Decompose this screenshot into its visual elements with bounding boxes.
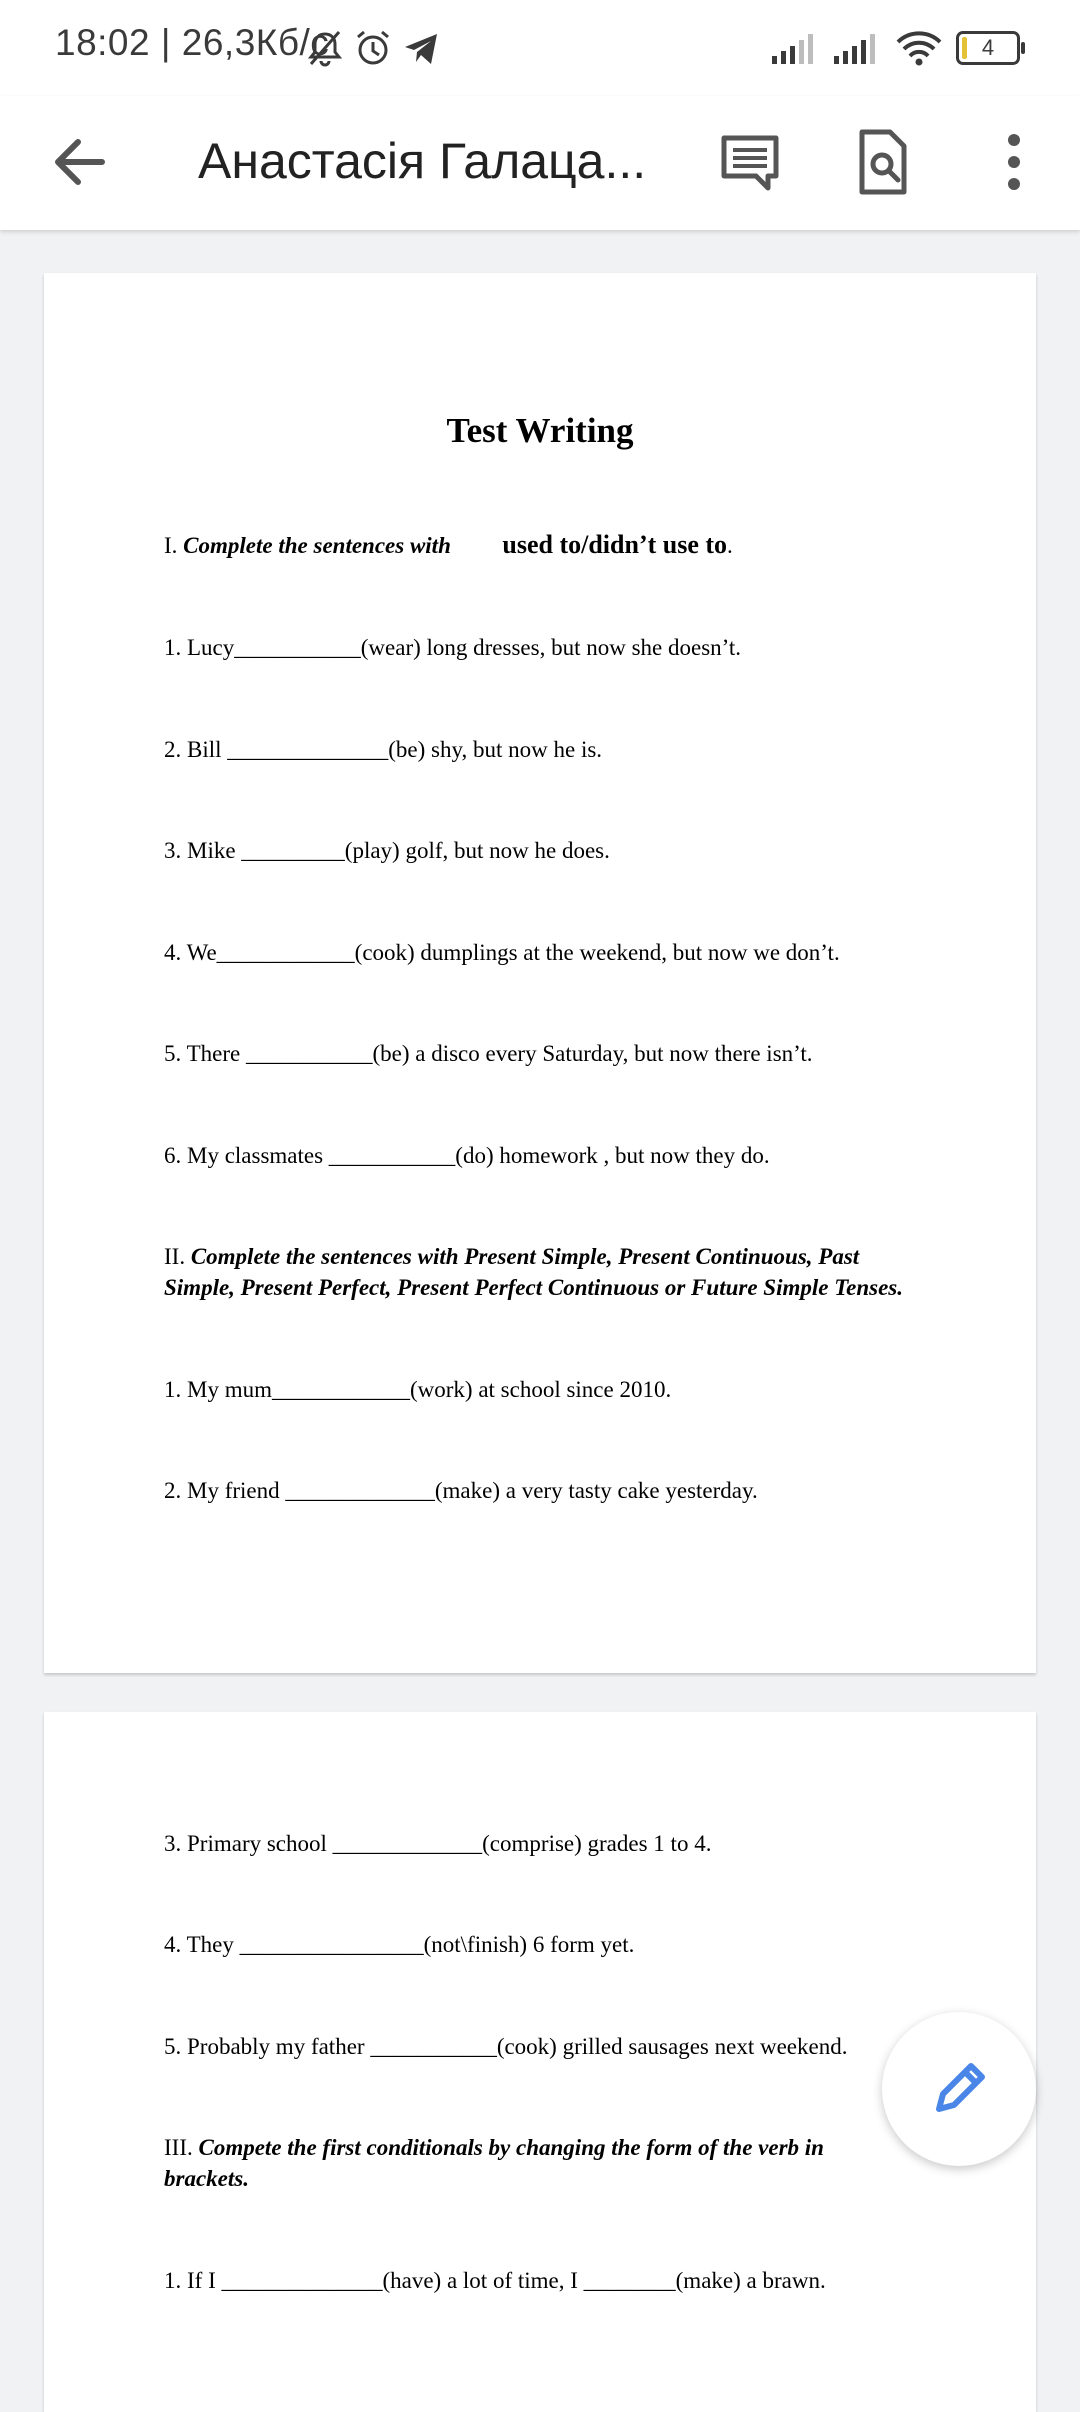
instruction-text: Complete the sentences with Present Simple, Present Continuous, Past: [190, 1244, 860, 1269]
signal-icon: [772, 32, 820, 64]
bell-off-icon: [305, 28, 345, 68]
section-number: I.: [164, 533, 178, 558]
comments-button[interactable]: [710, 122, 790, 202]
exercise-item: 3. Mike _________(play) golf, but now he does.: [164, 838, 610, 863]
document-page-1: [44, 273, 1036, 1673]
pencil-icon: [927, 2057, 991, 2121]
more-options-button[interactable]: [974, 122, 1054, 202]
find-in-document-button[interactable]: [842, 122, 922, 202]
exercise-item: 1. My mum____________(work) at school since 2010.: [164, 1377, 672, 1402]
section-number: II.: [164, 1244, 186, 1269]
edit-fab-button[interactable]: [882, 2012, 1036, 2166]
exercise-item: 4. They ________________(not\finish) 6 form yet.: [164, 1932, 635, 1957]
exercise-item: 3. Primary school _____________(comprise) grades 1 to 4.: [164, 1831, 712, 1856]
section-2-instruction: [164, 1241, 859, 1272]
comment-icon: [710, 122, 790, 202]
instruction-text: brackets.: [164, 2166, 249, 2191]
section-1-instruction: [164, 529, 733, 561]
exercise-item: 5. There ___________(be) a disco every Saturday, but now there isn’t.: [164, 1041, 813, 1066]
search-document-icon: [842, 122, 922, 202]
telegram-icon: [401, 28, 441, 68]
instruction-end: .: [727, 533, 733, 558]
instruction-text: Complete the sentences with: [183, 533, 451, 558]
status-time-speed: 18:02 | 26,3Кб/с: [55, 22, 330, 63]
exercise-item: 6. My classmates ___________(do) homework , but now they do.: [164, 1143, 770, 1168]
arrow-left-icon: [44, 126, 116, 198]
signal-icon: [834, 32, 882, 64]
alarm-icon: [353, 28, 393, 68]
exercise-item: 2. Bill ______________(be) shy, but now he is.: [164, 737, 603, 762]
exercise-item: 1. Lucy___________(wear) long dresses, but now she doesn’t.: [164, 635, 742, 660]
instruction-text: Simple, Present Perfect, Present Perfect Continuous or Future Simple Tenses.: [164, 1275, 903, 1300]
status-system-icons: [772, 26, 1020, 70]
instruction-text: Compete the first conditionals by changing the form of the verb in: [198, 2135, 824, 2160]
exercise-item: 5. Probably my father ___________(cook) grilled sausages next weekend.: [164, 2034, 848, 2059]
back-button[interactable]: [44, 126, 116, 198]
section-3-instruction-cont: [164, 2163, 249, 2194]
exercise-item: 4. We____________(cook) dumplings at the weekend, but now we don’t.: [164, 940, 840, 965]
more-vert-icon: [974, 122, 1054, 202]
status-notification-icons: [305, 26, 441, 70]
exercise-item: 2. My friend _____________(make) a very tasty cake yesterday.: [164, 1478, 758, 1503]
wifi-icon: [896, 30, 942, 66]
battery-indicator: [956, 31, 1020, 65]
document-title: Анастасія Галаца...: [198, 133, 647, 189]
instruction-keyword: used to/didn’t use to: [502, 530, 728, 559]
section-number: III.: [164, 2135, 193, 2160]
battery-level-bar: [962, 37, 967, 59]
section-2-instruction-cont: [164, 1272, 903, 1303]
section-3-instruction: [164, 2132, 824, 2163]
document-heading: Test Writing: [446, 411, 634, 450]
battery-level: 4: [981, 35, 995, 60]
app-bar: [0, 96, 1080, 230]
exercise-item: 1. If I ______________(have) a lot of time, I ________(make) a brawn.: [164, 2268, 826, 2293]
status-bar: [0, 0, 1080, 96]
